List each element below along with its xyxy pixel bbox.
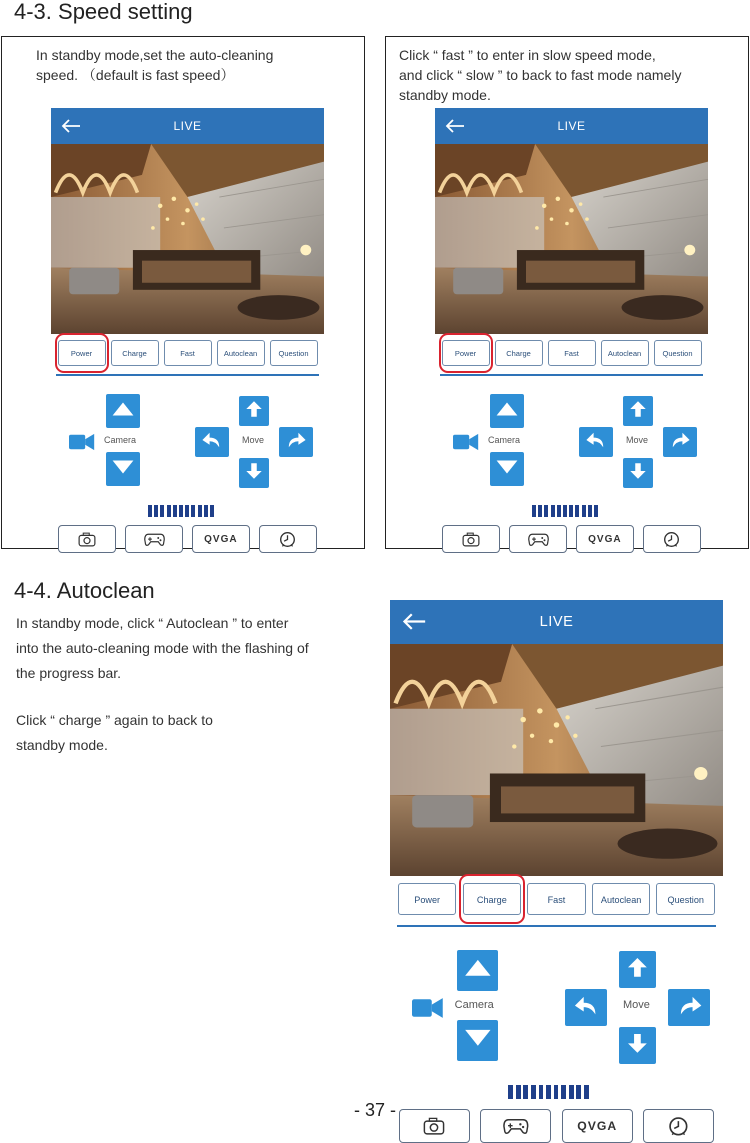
down-arrow-icon — [494, 454, 520, 485]
tab-fast[interactable]: Fast — [548, 340, 596, 366]
camera-icon-wrap — [69, 433, 94, 456]
autoclean-desc-1: In standby mode, click “ Autoclean ” to enter into the auto-cleaning mode with the flashing of the progress bar. — [16, 615, 309, 681]
gamepad-button[interactable] — [125, 525, 183, 553]
left-turn-icon — [200, 428, 224, 457]
camera-down-button[interactable] — [490, 452, 524, 486]
up-arrow-icon — [624, 954, 651, 986]
mode-tabs — [390, 883, 723, 915]
up-arrow-icon — [627, 398, 649, 425]
tab-question[interactable]: Question — [656, 883, 715, 915]
app-header — [390, 600, 723, 644]
tab-fast[interactable]: Fast — [527, 883, 586, 915]
move-back-button[interactable] — [619, 1027, 656, 1064]
move-back-button[interactable] — [239, 458, 269, 488]
divider — [397, 925, 717, 927]
right-turn-icon — [668, 428, 692, 457]
live-video-feed — [435, 144, 708, 334]
app-header — [435, 108, 708, 144]
turn-right-button[interactable] — [663, 427, 697, 457]
app-header — [51, 108, 324, 144]
tab-charge[interactable]: Charge — [111, 340, 159, 366]
camera-icon-wrap — [453, 433, 478, 456]
down-arrow-icon — [462, 1022, 494, 1059]
up-arrow-icon — [243, 398, 265, 425]
screen-title: LIVE — [173, 119, 202, 133]
down-arrow-icon — [110, 454, 136, 485]
camera-up-button[interactable] — [106, 394, 140, 428]
clock-icon — [663, 531, 680, 548]
app-screenshot — [435, 108, 708, 545]
app-screenshot — [390, 600, 723, 1133]
move-forward-button[interactable] — [239, 396, 269, 426]
move-back-button[interactable] — [623, 458, 653, 488]
app-screenshot — [51, 108, 324, 545]
speed-desc-right: Click “ fast ” to enter in slow speed mode, and click “ slow ” to back to fast mode namely standby mode. — [399, 47, 682, 103]
camera-up-button[interactable] — [457, 950, 498, 991]
gamepad-icon — [528, 532, 549, 547]
turn-right-button[interactable] — [279, 427, 313, 457]
snapshot-button[interactable] — [58, 525, 116, 553]
qvga-label: QVGA — [577, 1118, 618, 1133]
camera-up-button[interactable] — [490, 394, 524, 428]
highlight-ring — [439, 333, 493, 373]
down-arrow-icon — [624, 1030, 651, 1062]
up-arrow-icon — [494, 396, 520, 427]
left-turn-icon — [572, 991, 601, 1025]
qvga-label: QVGA — [204, 533, 238, 545]
camera-label: Camera — [454, 999, 494, 1012]
gamepad-button[interactable] — [509, 525, 567, 553]
tab-charge[interactable]: Charge — [463, 883, 522, 915]
move-forward-button[interactable] — [619, 951, 656, 988]
up-arrow-icon — [110, 396, 136, 427]
qvga-button[interactable] — [576, 525, 634, 553]
highlight-ring — [459, 874, 525, 923]
page-number: - 37 - — [353, 1100, 396, 1120]
progress-bar — [148, 505, 214, 517]
snapshot-icon — [462, 532, 480, 547]
snapshot-icon — [78, 532, 96, 547]
timer-button[interactable] — [643, 525, 701, 553]
turn-right-button[interactable] — [668, 989, 710, 1026]
speed-desc-left: In standby mode,set the auto-cleaning speed. （default is fast speed） — [36, 47, 274, 83]
move-label: Move — [242, 435, 265, 445]
tab-question[interactable]: Question — [654, 340, 702, 366]
qvga-button[interactable] — [192, 525, 250, 553]
tab-autoclean[interactable]: Autoclean — [601, 340, 649, 366]
snapshot-button[interactable] — [442, 525, 500, 553]
move-forward-button[interactable] — [623, 396, 653, 426]
gamepad-icon — [144, 532, 165, 547]
section-title-autoclean: 4-4. Autoclean — [14, 578, 155, 603]
progress-bar — [532, 505, 598, 517]
screen-title: LIVE — [539, 614, 574, 630]
live-video-feed — [390, 644, 723, 876]
camera-icon — [412, 997, 443, 1019]
tab-power[interactable]: Power — [58, 340, 106, 366]
right-turn-icon — [675, 991, 704, 1025]
left-turn-icon — [584, 428, 608, 457]
autoclean-desc-2: Click “ charge ” again to back to standby mode. — [16, 712, 213, 753]
camera-icon — [69, 433, 94, 451]
tab-power[interactable]: Power — [398, 883, 457, 915]
tab-autoclean[interactable]: Autoclean — [217, 340, 265, 366]
camera-icon-wrap — [412, 997, 443, 1024]
up-arrow-icon — [462, 952, 494, 989]
camera-label: Camera — [104, 435, 137, 445]
tab-autoclean[interactable]: Autoclean — [592, 883, 651, 915]
qvga-label: QVGA — [588, 533, 622, 545]
divider — [56, 374, 318, 376]
camera-down-button[interactable] — [106, 452, 140, 486]
clock-icon — [279, 531, 296, 548]
tab-question[interactable]: Question — [270, 340, 318, 366]
live-video-feed — [51, 144, 324, 334]
screen-title: LIVE — [557, 119, 586, 133]
camera-down-button[interactable] — [457, 1020, 498, 1061]
turn-left-button[interactable] — [195, 427, 229, 457]
right-turn-icon — [284, 428, 308, 457]
turn-left-button[interactable] — [565, 989, 607, 1026]
divider — [440, 374, 702, 376]
camera-icon — [453, 433, 478, 451]
move-label: Move — [626, 435, 649, 445]
bottom-toolbar — [435, 525, 708, 553]
down-arrow-icon — [243, 460, 265, 487]
section-title-speed: 4-3. Speed setting — [14, 0, 193, 24]
tab-charge[interactable]: Charge — [495, 340, 543, 366]
timer-button[interactable] — [259, 525, 317, 553]
highlight-ring — [55, 333, 109, 373]
turn-left-button[interactable] — [579, 427, 613, 457]
move-label: Move — [622, 999, 650, 1012]
bottom-toolbar — [51, 525, 324, 553]
tab-power[interactable]: Power — [442, 340, 490, 366]
progress-bar — [508, 1085, 588, 1100]
camera-label: Camera — [488, 435, 521, 445]
tab-fast[interactable]: Fast — [164, 340, 212, 366]
down-arrow-icon — [627, 460, 649, 487]
